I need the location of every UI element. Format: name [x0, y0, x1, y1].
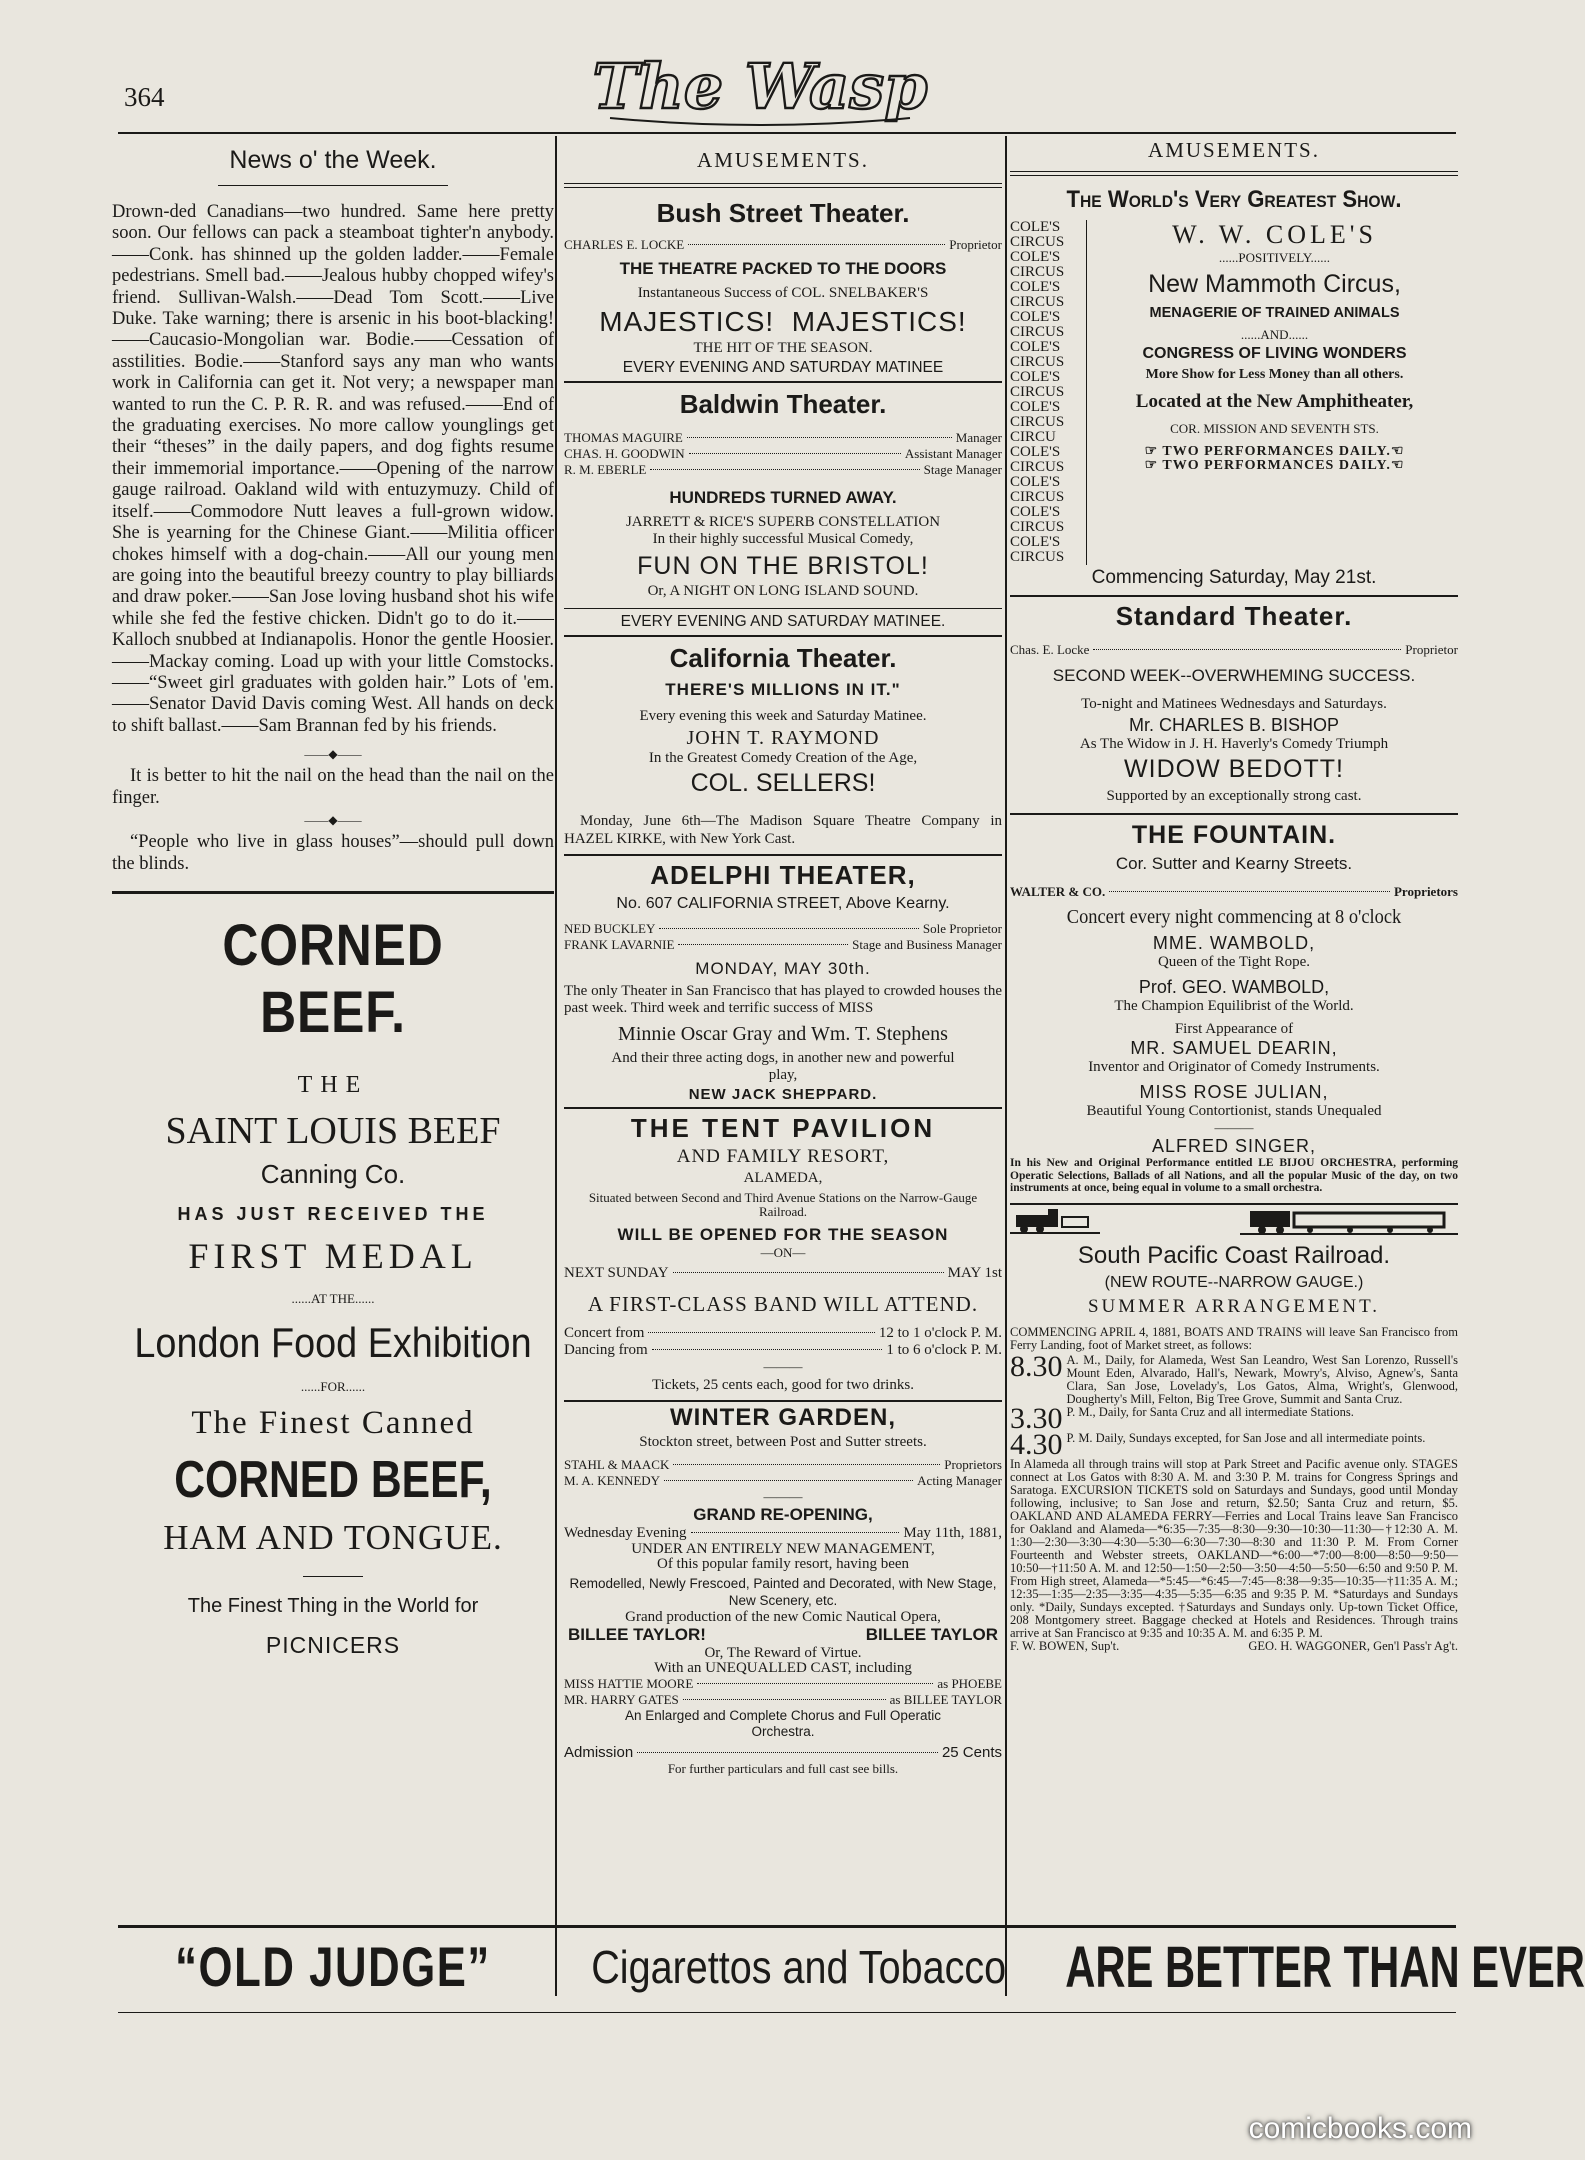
- staff-name: NED BUCKLEY: [564, 921, 656, 936]
- pointing-hand-icon: ☜: [1390, 444, 1405, 459]
- winter-production: Grand production of the new Comic Nautical Opera,: [625, 1609, 941, 1625]
- railroad-title: South Pacific Coast Railroad.: [1077, 1241, 1391, 1269]
- staff-name: MR. HARRY GATES: [564, 1692, 679, 1707]
- adelphi-stars: Minnie Oscar Gray and Wm. T. Stephens: [618, 1023, 948, 1045]
- staff-name: Dancing from: [564, 1342, 648, 1358]
- winter-grand: GRAND RE-OPENING,: [693, 1505, 873, 1524]
- tent-band: A FIRST-CLASS BAND WILL ATTEND.: [587, 1292, 979, 1316]
- fountain-julian: MISS ROSE JULIAN,: [1139, 1082, 1329, 1102]
- winter-billee: BILLEE TAYLOR!: [568, 1625, 706, 1644]
- cole-border-word: COLE'S: [1010, 279, 1061, 295]
- corned-beef-ad: [112, 912, 554, 1659]
- saying-glass-houses: “People who live in glass houses”—should pull down the blinds.: [112, 832, 554, 874]
- railroad-summer: SUMMER ARRANGEMENT.: [1087, 1295, 1381, 1317]
- staff-row: [564, 1473, 1002, 1489]
- tent-situated: Situated between Second and Third Avenue Stations on the Narrow-Gauge Railroad.: [588, 1190, 978, 1219]
- winter-particulars: For further particulars and full cast see bills.: [667, 1761, 899, 1776]
- footer-rule: [118, 1925, 1456, 1928]
- railroad-route: (NEW ROUTE--NARROW GAUGE.): [1104, 1273, 1364, 1291]
- ad-medal: FIRST MEDAL: [188, 1236, 478, 1277]
- baldwin-evening: EVERY EVENING AND SATURDAY MATINEE.: [620, 613, 946, 630]
- cole-cor: COR. MISSION AND SEVENTH STS.: [1170, 421, 1379, 436]
- staff-role: Assistant Manager: [904, 446, 1002, 461]
- tent-opened: WILL BE OPENED FOR THE SEASON: [617, 1225, 949, 1244]
- standard-supported: Supported by an exceptionally strong cast.: [1106, 788, 1362, 804]
- baldwin-comedy: In their highly successful Musical Comedy,: [652, 531, 914, 547]
- cole-border-word: COLE'S: [1010, 534, 1061, 550]
- staff-role: Acting Manager: [917, 1473, 1002, 1488]
- standard-tonight: To-night and Matinees Wednesdays and Saturdays.: [1081, 696, 1387, 712]
- amusements-column-3: [1010, 136, 1585, 2006]
- pointing-hand-icon: ☜: [1390, 458, 1405, 473]
- ad-company-2: Canning Co.: [260, 1159, 406, 1190]
- watermark: comicbooks.com: [1248, 2112, 1472, 2145]
- news-body: Drown-ded Canadians—two hundred. Same here pretty soon. Our fellows can pack a steamboat tighter'n anybody.——Conk. has shinned up the golden ladder.——Female pedestrians. Smell bad.——Jealous hubby chopped wifey's friend. Sullivan-Walsh.——Dead Tom Scott.——Live Duke. Take warning; there is arsenic in his boot-blacking!——Caucasio-Mongolian war. Bodie.——Cessation of asstilities. Bodie.——Stanford says any man who wants work in California can get it. Not very; a newspaper man wanted to run the C. P. R. R. and was refused.——End of the graduating exercises. No more callow younglings get their “theses” in the daily papers, and dog fights resume their immemorial importance.——Opening of the narrow gauge railroad. Oakland wild with entuzymuzy. Child of itself.——Commodore Nutt leaves a full-grown widow. She is yearning for the Chinese Giant.——Militia officer chokes himself with a dog-chain.——All our young men are going into the beautiful breezy country to play billiards and draw poker.——San Jose loving husband shot his wife while she fed the festive chicken. Didn't go to do it.——Kalloch snubbed at Indianapolis. Honor the gentle Hoosier.——Mackay coming. Load up with your little Comstocks.——“Sweet girl graduates with golden hair.” Lots of 'em.——Senator David Davis coming West. All hands on deck to shift ballast.——Sam Brannan fed by his friends.: [112, 202, 554, 736]
- cole-commencing: Commencing Saturday, May 21st.: [1091, 567, 1377, 588]
- baldwin-show: FUN ON THE BRISTOL!: [637, 552, 929, 580]
- ad-headline: CORNED BEEF.: [222, 913, 444, 1046]
- adelphi-title: ADELPHI THEATER,: [650, 860, 916, 890]
- fountain-owner-role: Proprietors: [1393, 884, 1458, 899]
- staff-name: CHAS. H. GOODWIN: [564, 446, 685, 461]
- fountain-bijou: In his New and Original Performance entitled LE BIJOU ORCHESTRA, performing Operatic Selections, Ballads of all Nations, and all the popular Music of the day, on two instruments at once, being equal in volume to a small orchestra.: [1010, 1157, 1458, 1194]
- fountain-champion: The Champion Equilibrist of the World.: [1114, 998, 1354, 1014]
- winter-garden-ad: WINTER GARDEN, Stockton street, between Post and Sutter streets. STAHL & MAACK Proprietors M. A. KENNEDY Acting Manager ——— GRAND RE-OPENING, Wednesday Evening May 11th, 1881, UNDER AN ENTIRELY NEW MANAGEMENT, Of this popular family resort, having been Remodelled, Newly Frescoed, Painted and Decorated, with New Stage, New Scenery, etc. Grand production of the new Comic Nautical Opera, BILLEE TAYLOR! BILLEE TAYLOR Or, The Reward of Virtue. With an UNEQUALLED CAST, including MISS HATTIE MOORE as PHOEBE MR. HARRY GATES as BILLEE TAYLOR An Enlarged and Complete Chorus and Full Operatic Orchestra. Admission 25 Cents For further particulars and full cast see bills.: [564, 1404, 1002, 1776]
- fountain-inventor: Inventor and Originator of Comedy Instruments.: [1088, 1059, 1380, 1075]
- cole-title: The World's Very Greatest Show.: [1066, 186, 1402, 213]
- adelphi-only: The only Theater in San Francisco that has played to crowded houses the past week. Third week and terrific success of MISS: [564, 983, 1002, 1016]
- cole-border-word: CIRCUS: [1010, 324, 1065, 340]
- staff-role: as PHOEBE: [937, 1676, 1002, 1691]
- winter-cast-list: [564, 1676, 1002, 1708]
- california-millions: THERE'S MILLIONS IN IT.": [665, 680, 901, 699]
- staff-row: [564, 937, 1002, 953]
- cole-border-word: COLE'S: [1010, 399, 1061, 415]
- cole-border-word: COLE'S: [1010, 504, 1061, 520]
- adelphi-ad: [564, 860, 1002, 1103]
- ad-the: THE: [297, 1072, 369, 1099]
- railroad-waggoner-role: Gen'l Pass'r Ag't.: [1373, 1638, 1458, 1653]
- fountain-owner: WALTER & CO.: [1010, 884, 1106, 899]
- standard-show: WIDOW BEDOTT!: [1124, 755, 1344, 783]
- footer-cigarettes: Cigarettos and Tobacco: [591, 1941, 1007, 1993]
- cole-border-word: CIRCUS: [1010, 294, 1065, 310]
- cole-border-word: CIRCUS: [1010, 489, 1065, 505]
- baldwin-subtitle: Or, A NIGHT ON LONG ISLAND SOUND.: [647, 583, 919, 599]
- staff-row: [564, 1676, 1002, 1692]
- railroad-intro: COMMENCING APRIL 4, 1881, BOATS AND TRAINS will leave San Francisco from Ferry Landing, foot of Market street, as follows:: [1010, 1324, 1458, 1352]
- cole-border-word: COLE'S: [1010, 444, 1061, 460]
- cole-perf-1: TWO PERFORMANCES DAILY.: [1162, 444, 1391, 459]
- california-actor: JOHN T. RAYMOND: [686, 727, 880, 749]
- news-heading: News o' the Week.: [229, 146, 437, 174]
- header-rule: [118, 132, 1456, 134]
- footer-bottom-rule: [118, 2012, 1456, 2013]
- staff-name: MISS HATTIE MOORE: [564, 1676, 694, 1691]
- railroad-time-2-text: P. M., Daily, for Santa Cruz and all intermediate Stations.: [1066, 1404, 1354, 1419]
- staff-row: [564, 446, 1002, 462]
- ad-finest-thing: The Finest Thing in the World for: [187, 1595, 479, 1618]
- baldwin-staff: [564, 430, 1002, 478]
- cole-border-word: CIRCUS: [1010, 414, 1065, 430]
- tent-next-date: MAY 1st: [947, 1265, 1002, 1281]
- adelphi-address: No. 607 CALIFORNIA STREET, Above Kearny.: [616, 895, 950, 912]
- staff-role: Manager: [955, 430, 1002, 445]
- cole-border-word: COLE'S: [1010, 369, 1061, 385]
- adelphi-staff: [564, 921, 1002, 953]
- amusements-heading-2: AMUSEMENTS.: [1148, 138, 1320, 162]
- cole-more: More Show for Less Money than all others.: [1145, 367, 1404, 382]
- railroad-time-2: 3.30: [1010, 1401, 1063, 1435]
- staff-row: [564, 1325, 1002, 1342]
- railroad-body: In Alameda all through trains will stop at Park Street and Pacific avenue only. STAGES connect at Los Gatos with 8:30 A. M. and 3:30 P. M. trains for Congress Springs and Saratoga. EXCURSION TICKETS sold on Saturdays and Sundays, good until Monday following, inclusive; to San Jose and return, $2.50; Santa Cruz and return, $5. OAKLAND AND ALAMEDA FERRY—Ferries and Local Trains leave San Francisco for Oakland and Alameda—*6:35—7:35—8:30—9:30—10:30—11:30—†12:30 A. M. 1:30—2:30—3:30—4:30—5:30—6:30—7:30—8:30 and 11:30 P. M. From Corner Fourteenth and Webster streets, OAKLAND—*6:00—*7:00—8:00—8:50—9:50—10:50—†11:50 A. M. and 12:50—1:50—2:50—3:50—4:50—5:50—6:50 and 9:50 P. M. From High street, Alameda—*5:45—*6:45—7:45—8:38—9:35—10:35—†11:35 A. M.; 12:35—1:35—2:35—3:35—4:35—5:35—6:35 and 9:35 P. M. *Saturdays and Sundays only. *Daily, Sundays excepted. †Saturdays and Sundays only. Up-town Ticket Office, 208 Montgomery street. Baggage checked at Hotels and Residences. Through trains arrive at San Francisco at 9:35 and 10:35 A. M. and 6:35 P. M.: [1010, 1456, 1458, 1640]
- fountain-queen: Queen of the Tight Rope.: [1157, 954, 1311, 970]
- ad-ham: HAM AND TONGUE.: [163, 1518, 503, 1558]
- column-divider: [555, 136, 557, 1996]
- railroad-ad: [1010, 1205, 1458, 1653]
- staff-row: [564, 462, 1002, 478]
- masthead-text: The Wasp: [592, 50, 928, 123]
- bush-title: Bush Street Theater.: [656, 198, 910, 228]
- cole-performances: [1091, 445, 1458, 473]
- staff-name: THOMAS MAGUIRE: [564, 430, 683, 445]
- fountain-ad: THE FOUNTAIN. Cor. Sutter and Kearny Streets. WALTER & CO. Proprietors Concert every night commencing at 8 o'clock MME. WAMBOLD, Queen of the Tight Rope. Prof. GEO. WAMBOLD, The Champion Equilibrist of the World. First Appearance of MR. SAMUEL DEARIN, Inventor and Originator of Comedy Instruments. MISS ROSE JULIAN, Beautiful Young Contortionist, stands Unequaled ——— ALFRED SINGER, In his New and Original Performance entitled LE BIJOU ORCHESTRA, performing Operatic Selections, Ballads of all Nations, and all the popular Music of the day, on two instruments at once, being equal in volume to a small orchestra.: [1010, 821, 1458, 1194]
- saying-hit-nail: It is better to hit the nail on the head than the nail on the finger.: [112, 766, 554, 808]
- cole-left-border: [1010, 220, 1086, 565]
- fountain-beautiful: Beautiful Young Contortionist, stands Unequaled: [1086, 1103, 1382, 1119]
- cole-border-word: COLE'S: [1010, 219, 1061, 235]
- cole-border-word: CIRCUS: [1010, 384, 1065, 400]
- ad-exhibition: London Food Exhibition: [134, 1319, 532, 1367]
- staff-row: [564, 1692, 1002, 1708]
- bush-show: MAJESTICS! MAJESTICS!: [599, 306, 967, 337]
- california-ad: [564, 643, 1002, 848]
- cole-congress: CONGRESS OF LIVING WONDERS: [1142, 345, 1407, 362]
- railroad-time-3: 4.30: [1010, 1427, 1063, 1461]
- tent-tickets: Tickets, 25 cents each, good for two drinks.: [652, 1377, 914, 1393]
- adelphi-date: MONDAY, MAY 30th.: [695, 959, 871, 978]
- fountain-wambold: MME. WAMBOLD,: [1152, 933, 1316, 953]
- footer-better: ARE BETTER THAN EVER: [1065, 1935, 1585, 2000]
- tent-resort: AND FAMILY RESORT,: [676, 1146, 890, 1167]
- column-divider: [1005, 136, 1007, 1996]
- tent-on: —ON—: [760, 1245, 806, 1260]
- winter-chorus: An Enlarged and Complete Chorus and Full Operatic Orchestra.: [625, 1708, 941, 1739]
- cole-border-word: COLE'S: [1010, 339, 1061, 355]
- news-column: News o' the Week. Drown-ded Canadians—two hundred. Same here pretty soon. Our fellows can pack a steamboat tighter'n anybody.——Conk. has shinned up the golden ladder.——Female pedestrians. Smell bad.——Jealous hubby chopped wifey's friend. Sullivan-Walsh.——Dead Tom Scott.——Live Duke. Take warning; there is arsenic in his boot-blacking!——Caucasio-Mongolian war. Bodie.——Cessation of asstilities. Bodie.——Stanford says any man who wants work in California can get it. Not very; a newspaper man wanted to run the C. P. R. R. and was refused.——End of the graduating exercises. No more callow younglings get their “theses” in the daily papers, and dog fights resume their immemorial importance.——Opening of the narrow gauge railroad. Oakland wild with entuzymuzy. Child of itself.——Commodore Nutt leaves a full-grown widow. She is yearning for the Chinese Giant.——Militia officer chokes himself with a dog-chain.——All our young men are going into the beautiful breezy country to play billiards and draw poker.——San Jose loving husband shot his wife while she fed the festive chicken. Didn't go to do it.——Kalloch snubbed at Indianapolis. Honor the gentle Hoosier.——Mackay coming. Load up with your little Comstocks.——“Sweet girl graduates with golden hair.” Lots of 'em.——Senator David Davis coming West. All hands on deck to shift ballast.——Sam Brannan fed by his friends. ——◆—— It is better to hit the nail on the head than the nail on the finger. ——◆—— “People who live in glass houses”—should pull down the blinds. CORNED BEEF. THE SAINT LOUIS BEEF Canning Co. HAS JUST RECEIVED THE FIRST MEDAL ......AT THE...... London Food Exhibition ......FOR...... The Finest Canned CORNED BEEF, HAM AND TONGUE. The Finest Thing in the World for PICNICERS: [112, 146, 554, 1659]
- pointing-hand-icon: ☞: [1144, 458, 1159, 473]
- cole-and: ......AND......: [1240, 327, 1309, 342]
- cole-border-word: COLE'S: [1010, 249, 1061, 265]
- staff-role: 1 to 6 o'clock P. M.: [886, 1342, 1002, 1358]
- cole-circus-ad: [1010, 186, 1458, 589]
- staff-name: M. A. KENNEDY: [564, 1473, 661, 1488]
- bush-evening: EVERY EVENING AND SATURDAY MATINEE: [622, 359, 944, 376]
- standard-title: Standard Theater.: [1115, 601, 1353, 631]
- tent-city: ALAMEDA,: [743, 1170, 823, 1186]
- amusements-column-2: [564, 136, 1007, 2006]
- cole-border-word: COLE'S: [1010, 474, 1061, 490]
- bush-owner-role: Proprietor: [949, 237, 1002, 252]
- staff-row: [564, 1342, 1002, 1359]
- california-title: California Theater.: [669, 643, 897, 673]
- tent-next: NEXT SUNDAY: [564, 1265, 669, 1281]
- winter-reward: Or, The Reward of Virtue.: [704, 1645, 862, 1661]
- cole-border-word: CIRCU: [1010, 429, 1056, 445]
- winter-wednesday-date: May 11th, 1881,: [903, 1525, 1002, 1541]
- railroad-bowen: F. W. BOWEN, Sup't.: [1010, 1638, 1120, 1653]
- bush-owner: CHARLES E. LOCKE: [564, 237, 685, 252]
- staff-row: [564, 921, 1002, 937]
- ad-at: ......AT THE......: [291, 1291, 375, 1307]
- cole-located: Located at the New Amphitheater,: [1135, 391, 1414, 412]
- tent-times: [564, 1325, 1002, 1359]
- railroad-time-1: 8.30: [1010, 1349, 1063, 1383]
- bush-hit: THE HIT OF THE SEASON.: [693, 340, 873, 356]
- winter-title: WINTER GARDEN,: [670, 1404, 896, 1431]
- railroad-time-3-text: P. M. Daily, Sundays excepted, for San Jose and all intermediate points.: [1066, 1430, 1426, 1445]
- staff-row: [564, 430, 1002, 446]
- staff-row: [564, 1457, 1002, 1473]
- ad-company: SAINT LOUIS BEEF: [165, 1110, 501, 1153]
- railroad-signatures: [1010, 1640, 1458, 1653]
- cole-border-word: CIRCUS: [1010, 234, 1065, 250]
- tent-pavilion-ad: THE TENT PAVILION AND FAMILY RESORT, ALAMEDA, Situated between Second and Third Avenue Stations on the Narrow-Gauge Railroad. WILL BE OPENED FOR THE SEASON —ON— NEXT SUNDAY MAY 1st A FIRST-CLASS BAND WILL ATTEND. Concert from 12 to 1 o'clock P. M. Dancing from 1 to 6 o'clock P. M. ——— Tickets, 25 cents each, good for two drinks.: [564, 1113, 1002, 1393]
- staff-role: Stage and Business Manager: [852, 937, 1002, 952]
- fountain-dearin: MR. SAMUEL DEARIN,: [1130, 1038, 1338, 1058]
- baldwin-ad: [564, 389, 1002, 631]
- winter-management: UNDER AN ENTIRELY NEW MANAGEMENT,: [631, 1541, 935, 1557]
- footer-old-judge: “OLD JUDGE”: [175, 1935, 491, 1998]
- cole-border-word: CIRCUS: [1010, 264, 1065, 280]
- adelphi-play: NEW JACK SHEPPARD.: [688, 1086, 878, 1103]
- standard-actor: Mr. CHARLES B. BISHOP: [1128, 715, 1340, 735]
- ad-for: ......FOR......: [300, 1379, 366, 1395]
- winter-billee-2: BILLEE TAYLOR: [865, 1625, 998, 1644]
- standard-owner-role: Proprietor: [1405, 642, 1458, 657]
- bush-success: Instantaneous Success of COL. SNELBAKER'S: [637, 285, 929, 301]
- standard-second: SECOND WEEK--OVERWHEMING SUCCESS.: [1052, 666, 1416, 685]
- railroad-time-1-text: A. M., Daily, for Alameda, West San Leandro, West San Lorenzo, Russell's Mount Eden, Alvarado, Hall's, Newark, Mowry's, Alviso, Agnew's, Santa Clara, San Jose, Lovelady's, Los Gatos, Alma, Wright's, Glenwood, Dougherty's Mill, Felton, Big Tree Grove, Summit and Santa Cruz.: [1066, 1352, 1458, 1406]
- ad-picnicers: PICNICERS: [265, 1632, 401, 1659]
- bush-street-ad: [564, 198, 1002, 377]
- standard-theater-ad: [1010, 601, 1458, 805]
- baldwin-jarrett: JARRETT & RICE'S SUPERB CONSTELLATION: [625, 514, 941, 530]
- winter-admission-price: 25 Cents: [941, 1744, 1002, 1761]
- staff-name: Concert from: [564, 1325, 645, 1341]
- winter-wednesday: Wednesday Evening: [564, 1525, 687, 1541]
- ad-finest: The Finest Canned: [191, 1405, 475, 1442]
- ad-corned: CORNED BEEF,: [174, 1451, 492, 1510]
- pointing-hand-icon: ☞: [1144, 444, 1159, 459]
- standard-as: As The Widow in J. H. Haverly's Comedy Triumph: [1079, 736, 1389, 752]
- cole-menagerie: MENAGERIE OF TRAINED ANIMALS: [1149, 305, 1400, 321]
- baldwin-title: Baldwin Theater.: [679, 389, 887, 419]
- train-icon: [1010, 1205, 1458, 1235]
- california-every: Every evening this week and Saturday Matinee.: [639, 708, 927, 724]
- winter-billee-row: [564, 1625, 1002, 1645]
- ad-received: HAS JUST RECEIVED THE: [177, 1204, 489, 1225]
- cole-border-word: CIRCUS: [1010, 519, 1065, 535]
- fountain-title: THE FOUNTAIN.: [1131, 821, 1337, 849]
- cole-border-word: CIRCUS: [1010, 354, 1065, 370]
- cole-positively: ......POSITIVELY......: [1218, 250, 1331, 265]
- fountain-first: First Appearance of: [1174, 1021, 1294, 1037]
- bush-packed: THE THEATRE PACKED TO THE DOORS: [619, 259, 947, 278]
- staff-role: Sole Proprietor: [922, 921, 1002, 936]
- amusements-heading: AMUSEMENTS.: [697, 148, 869, 172]
- baldwin-hundreds: HUNDREDS TURNED AWAY.: [669, 488, 897, 507]
- cole-border-word: CIRCUS: [1010, 459, 1065, 475]
- staff-name: FRANK LAVARNIE: [564, 937, 675, 952]
- cole-name: W. W. COLE'S: [1172, 220, 1377, 249]
- fountain-prof: Prof. GEO. WAMBOLD,: [1138, 977, 1330, 997]
- fountain-concert: Concert every night commencing at 8 o'clock: [1066, 906, 1402, 928]
- staff-role: Proprietors: [944, 1457, 1002, 1472]
- tent-title: THE TENT PAVILION: [630, 1113, 936, 1143]
- cole-mammoth: New Mammoth Circus,: [1148, 270, 1401, 298]
- california-show: COL. SELLERS!: [690, 769, 876, 797]
- winter-staff: [564, 1457, 1002, 1489]
- railroad-waggoner: GEO. H. WAGGONER,: [1248, 1638, 1370, 1653]
- fountain-singer: ALFRED SINGER,: [1151, 1136, 1317, 1156]
- adelphi-dogs: And their three acting dogs, in another new and powerful play,: [611, 1050, 955, 1083]
- staff-name: STAHL & MAACK: [564, 1457, 670, 1472]
- winter-cast: With an UNEQUALLED CAST, including: [654, 1660, 912, 1676]
- winter-admission: Admission: [564, 1744, 634, 1761]
- winter-remodelled: Remodelled, Newly Frescoed, Painted and Decorated, with New Stage, New Scenery, etc.: [569, 1576, 997, 1608]
- fountain-cor: Cor. Sutter and Kearny Streets.: [1115, 854, 1353, 873]
- cole-perf-2: TWO PERFORMANCES DAILY.: [1162, 458, 1391, 473]
- cole-border-word: CIRCUS: [1010, 549, 1065, 565]
- staff-role: Stage Manager: [923, 462, 1002, 477]
- california-monday: Monday, June 6th—The Madison Square Theatre Company in HAZEL KIRKE, with New York Cast.: [564, 813, 1002, 847]
- cole-border-word: COLE'S: [1010, 309, 1061, 325]
- staff-name: R. M. EBERLE: [564, 462, 647, 477]
- winter-popular: Of this popular family resort, having been: [656, 1556, 910, 1572]
- winter-location: Stockton street, between Post and Sutter streets.: [639, 1434, 927, 1450]
- masthead-logo: [590, 48, 930, 130]
- staff-role: 12 to 1 o'clock P. M.: [878, 1325, 1002, 1341]
- standard-owner: Chas. E. Locke: [1010, 642, 1090, 657]
- page-number: 364: [124, 82, 165, 112]
- staff-role: as BILLEE TAYLOR: [889, 1692, 1002, 1707]
- california-creation: In the Greatest Comedy Creation of the Age,: [648, 750, 918, 766]
